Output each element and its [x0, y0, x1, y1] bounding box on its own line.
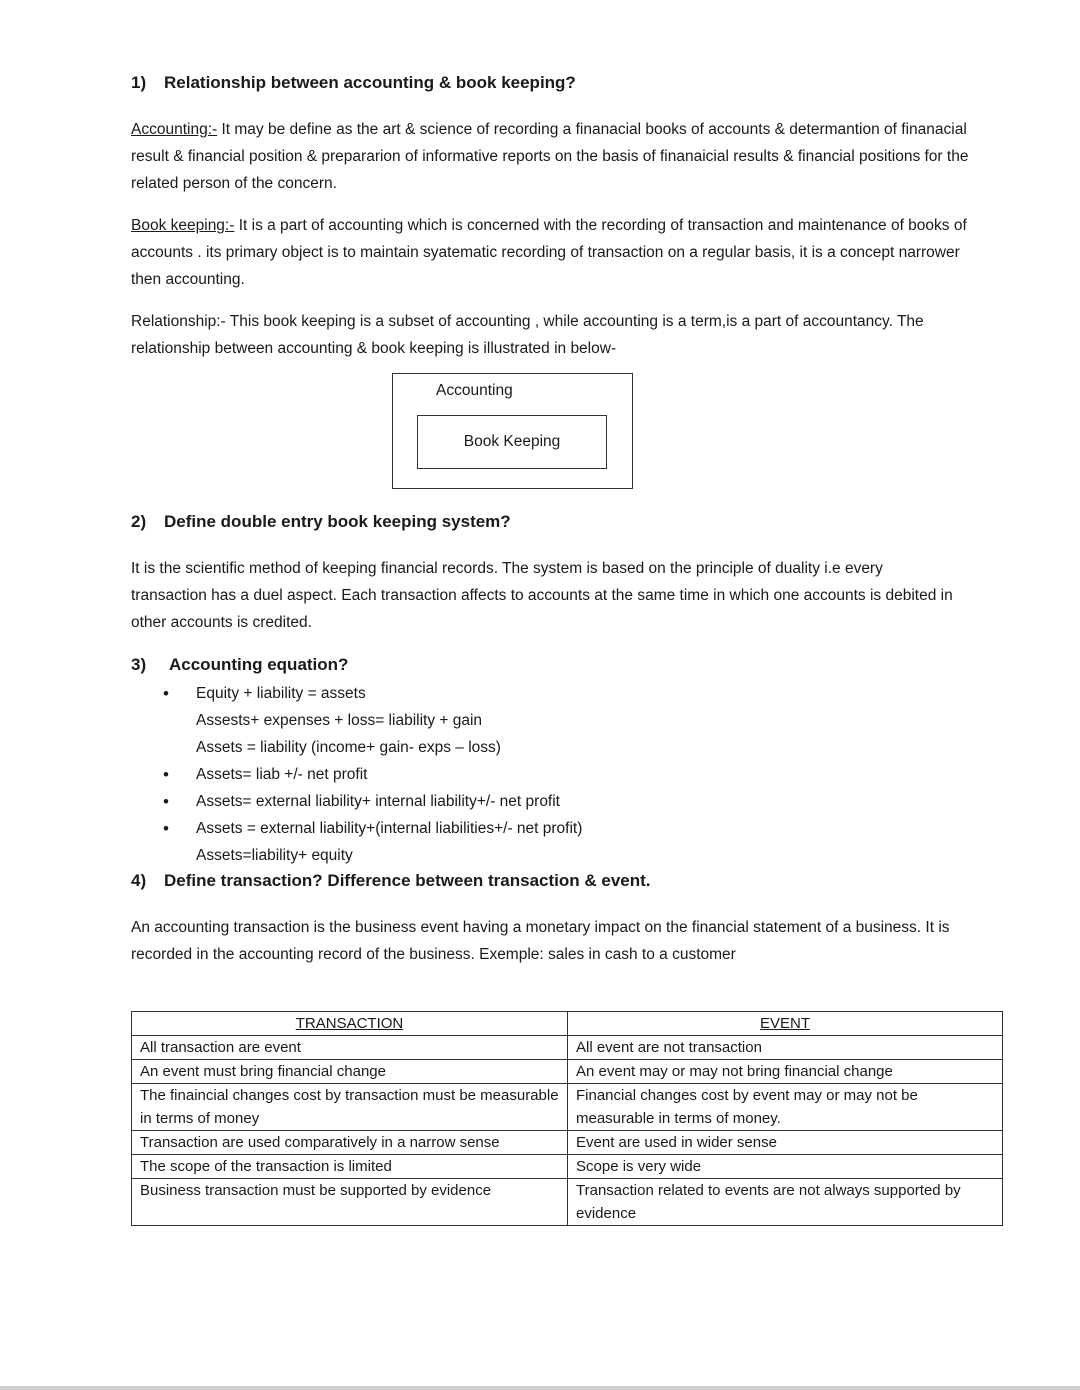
- table-row: [132, 1036, 1003, 1060]
- q1-title: Relationship between accounting & book keeping?: [164, 73, 576, 92]
- accounting-equation-list: [163, 680, 923, 869]
- q4-heading: [131, 871, 651, 891]
- table-cell: All transaction are event: [132, 1036, 568, 1060]
- equation-line: • Assets= liab +/- net profit: [163, 761, 923, 788]
- table-row: [132, 1155, 1003, 1179]
- q4-number: 4): [131, 871, 147, 890]
- q2-heading: [131, 512, 511, 532]
- double-entry-paragraph: It is the scientific method of keeping financial records. The system is based on the principle of duality i.e every transaction has a duel aspect. Each transaction affects to accounts at the same time in which one accounts is debited in other accounts is credited.: [131, 560, 953, 631]
- transaction-column-header: TRANSACTION: [132, 1012, 568, 1036]
- bookkeeping-text: It is a part of accounting which is concerned with the recording of transaction and maintenance of books of accounts . its primary object is to maintain syatematic recording of transaction on a regular basis, it is a concept narrower then accounting.: [131, 217, 967, 288]
- equation-line: • Assets= external liability+ internal liability+/- net profit: [163, 788, 923, 815]
- q2-number: 2): [131, 512, 147, 531]
- table-cell: Transaction are used comparatively in a narrow sense: [132, 1131, 568, 1155]
- transaction-paragraph: An accounting transaction is the business event having a monetary impact on the financial statement of a business. It is recorded in the accounting record of the business. Exemple: sales in cash to a customer: [131, 919, 950, 963]
- bookkeeping-definition: [131, 212, 991, 293]
- table-cell: Business transaction must be supported by evidence: [132, 1179, 568, 1226]
- table-cell: Financial changes cost by event may or may not be measurable in terms of money.: [568, 1084, 1003, 1131]
- equation-line: Assets=liability+ equity: [196, 847, 353, 864]
- table-cell: Event are used in wider sense: [568, 1131, 1003, 1155]
- transaction-event-table: [131, 1011, 1003, 1226]
- accounting-text: It may be define as the art & science of recording a finanacial books of accounts & determantion of finanacial result & financial position & prepararion of informative reports on the basis of finanaicial results & financial positions for the related person of the concern.: [131, 121, 969, 192]
- equation-line: Assets = liability (income+ gain- exps – loss): [196, 739, 501, 756]
- table-cell: The scope of the transaction is limited: [132, 1155, 568, 1179]
- q1-heading: [131, 73, 576, 93]
- bookkeeping-diagram-label: Book Keeping: [463, 433, 561, 450]
- q3-heading: [131, 655, 348, 675]
- table-header-row: [132, 1012, 1003, 1036]
- table-row: [132, 1084, 1003, 1131]
- accounting-definition: [131, 116, 991, 197]
- accounting-term: Accounting:-: [131, 121, 218, 138]
- q3-title: Accounting equation?: [169, 655, 349, 674]
- accounting-diagram-label: Accounting: [436, 382, 513, 399]
- table-row: [132, 1060, 1003, 1084]
- table-row: [132, 1131, 1003, 1155]
- table-cell: An event must bring financial change: [132, 1060, 568, 1084]
- bookkeeping-diagram-inner-box: [417, 415, 607, 469]
- accounting-diagram-outer-box: [392, 373, 633, 489]
- table-cell: An event may or may not bring financial change: [568, 1060, 1003, 1084]
- relationship-paragraph: Relationship:- This book keeping is a subset of accounting , while accounting is a term,is a part of accountancy. The relationship between accounting & book keeping is illustrated in below-: [131, 313, 924, 357]
- equation-line: • Assets = external liability+(internal liabilities+/- net profit): [163, 815, 923, 842]
- q4-title: Define transaction? Difference between transaction & event.: [164, 871, 651, 890]
- table-cell: All event are not transaction: [568, 1036, 1003, 1060]
- equation-line: Assests+ expenses + loss= liability + gain: [196, 712, 483, 729]
- q2-title: Define double entry book keeping system?: [164, 512, 511, 531]
- page-bottom-edge: [0, 1386, 1080, 1390]
- q1-number: 1): [131, 73, 147, 92]
- table-row: [132, 1179, 1003, 1226]
- equation-line: • Equity + liability = assets: [163, 680, 923, 707]
- event-column-header: EVENT: [568, 1012, 1003, 1036]
- table-cell: Scope is very wide: [568, 1155, 1003, 1179]
- table-cell: Transaction related to events are not always supported by evidence: [568, 1179, 1003, 1226]
- q3-number: 3): [131, 655, 147, 674]
- table-cell: The finaincial changes cost by transaction must be measurable in terms of money: [132, 1084, 568, 1131]
- bookkeeping-term: Book keeping:-: [131, 217, 235, 234]
